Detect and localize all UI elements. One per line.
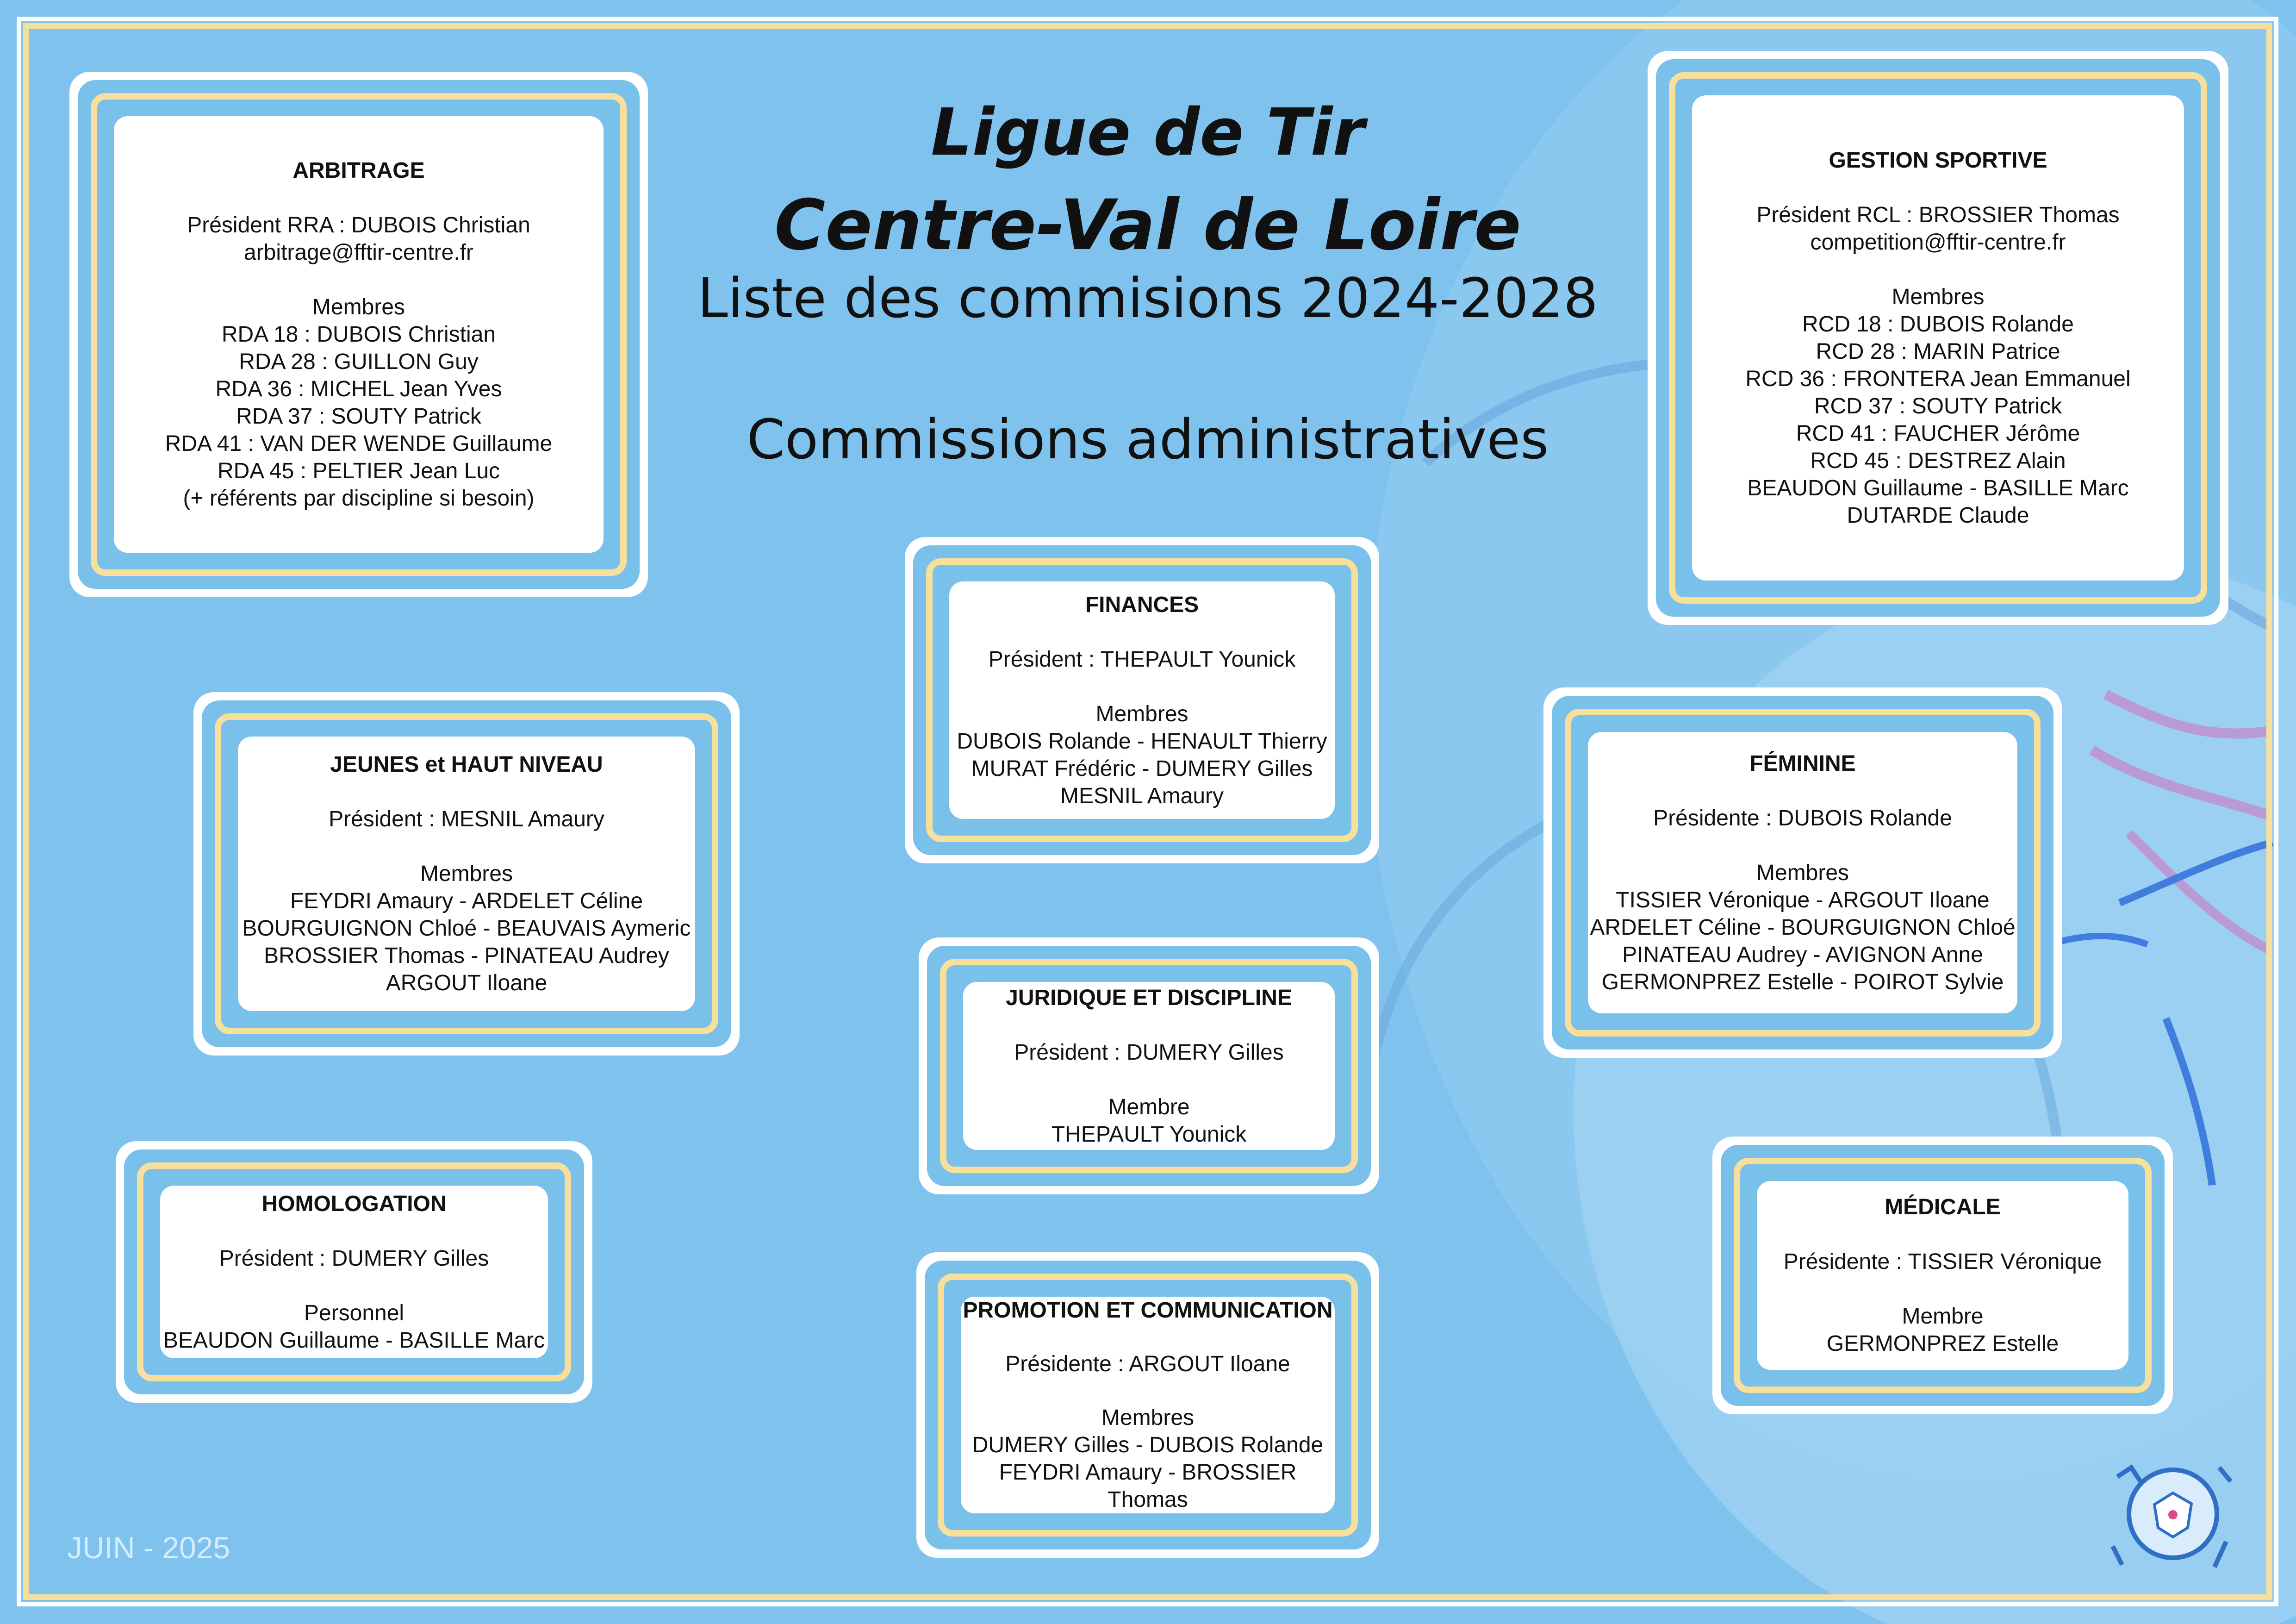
card-member: RCD 28 : MARIN Patrice [1816,339,2060,364]
card-member: RCD 41 : FAUCHER Jérôme [1796,421,2080,446]
card-member: DUBOIS Rolande - HENAULT Thierry [957,729,1327,754]
card-members-label: Membre [1902,1304,1984,1329]
card-members-label: Membres [420,862,513,886]
card-member: THEPAULT Younick [1051,1122,1247,1147]
card-member: BROSSIER Thomas - PINATEAU Audrey [264,943,669,968]
card-president: Président RCL : BROSSIER Thomas [1756,203,2120,227]
card-member: RCD 45 : DESTREZ Alain [1810,449,2066,473]
card-president: Présidente : DUBOIS Rolande [1653,806,1952,831]
card-members-label: Membres [1756,860,1849,885]
card-title: FINANCES [1085,592,1199,617]
card-president: Président RRA : DUBOIS Christian [187,213,530,237]
card-member: RDA 36 : MICHEL Jean Yves [215,377,502,401]
card-member: RCD 36 : FRONTERA Jean Emmanuel [1745,367,2131,391]
card-member: RDA 45 : PELTIER Jean Luc [217,459,500,483]
card-title: GESTION SPORTIVE [1829,148,2047,173]
card-member: GERMONPREZ Estelle - POIROT Sylvie [1601,969,2004,994]
card-finances [905,537,1379,863]
card-president: Présidente : TISSIER Véronique [1783,1249,2102,1274]
card-arbitrage [69,72,648,597]
subtitle: Liste des commisions 2024-2028 [697,266,1599,330]
card-title: PROMOTION ET COMMUNICATION [963,1298,1333,1323]
card-homologation [116,1141,592,1403]
footer-date: JUIN - 2025 [67,1530,230,1565]
card-member: TISSIER Véronique - ARGOUT Iloane [1616,887,1990,912]
card-member: (+ référents par discipline si besoin) [183,486,535,511]
card-juridique-discipline [919,937,1379,1194]
card-member: RDA 41 : VAN DER WENDE Guillaume [165,431,553,456]
card-member: ARGOUT Iloane [386,971,548,995]
card-member: MESNIL Amaury [1060,783,1224,808]
card-title: JURIDIQUE ET DISCIPLINE [1006,985,1292,1010]
card-member: BOURGUIGNON Chloé - BEAUVAIS Aymeric [242,916,691,941]
card-title: FÉMININE [1749,751,1856,776]
card-member: RDA 37 : SOUTY Patrick [236,404,481,429]
card-medicale [1712,1137,2173,1414]
card-title: ARBITRAGE [292,158,425,183]
card-president: Président : DUMERY Gilles [1014,1040,1284,1065]
card-member: FEYDRI Amaury - BROSSIER Thomas [999,1460,1297,1512]
card-email: arbitrage@fftir-centre.fr [243,240,473,265]
card-members-label: Membre [1108,1094,1190,1119]
card-feminine [1543,687,2062,1058]
card-member: RCD 18 : DUBOIS Rolande [1802,312,2074,337]
card-jeunes-haut-niveau [193,692,740,1056]
card-president: Présidente : ARGOUT Iloane [1005,1352,1290,1376]
card-member: MURAT Frédéric - DUMERY Gilles [971,756,1313,781]
card-members-label: Personnel [304,1300,404,1325]
card-member: BEAUDON Guillaume - BASILLE Marc [1747,476,2129,500]
card-president: Président : THEPAULT Younick [988,647,1296,672]
card-member: GERMONPREZ Estelle [1826,1331,2059,1356]
card-members-label: Membres [1892,285,1985,309]
card-member: PINATEAU Audrey - AVIGNON Anne [1622,942,1983,967]
card-member: DUTARDE Claude [1847,503,2029,528]
card-title: MÉDICALE [1885,1195,2001,1219]
card-president: Président : DUMERY Gilles [219,1246,489,1271]
card-members-label: Membres [312,295,405,319]
title-line-1: Ligue de Tir [931,95,1365,170]
card-member: DUMERY Gilles - DUBOIS Rolande [972,1433,1324,1457]
card-member: RDA 18 : DUBOIS Christian [221,322,496,347]
card-member: BEAUDON Guillaume - BASILLE Marc [163,1328,545,1353]
card-title: JEUNES et HAUT NIVEAU [330,752,603,777]
card-president: Président : MESNIL Amaury [329,807,604,831]
league-logo-icon [2103,1449,2242,1574]
card-promotion-communication [916,1252,1379,1558]
card-member: ARDELET Céline - BOURGUIGNON Chloé [1590,915,2016,940]
card-member: RCD 37 : SOUTY Patrick [1814,394,2062,418]
title-line-2: Centre-Val de Loire [774,185,1521,266]
card-members-label: Membres [1095,701,1188,726]
card-member: FEYDRI Amaury - ARDELET Céline [290,889,643,913]
section-heading: Commissions administratives [747,407,1549,471]
card-gestion-sportive [1648,51,2228,625]
card-member: RDA 28 : GUILLON Guy [239,350,479,374]
card-members-label: Membres [1101,1405,1195,1430]
card-title: HOMOLOGATION [261,1191,447,1216]
card-email: competition@fftir-centre.fr [1810,230,2066,255]
